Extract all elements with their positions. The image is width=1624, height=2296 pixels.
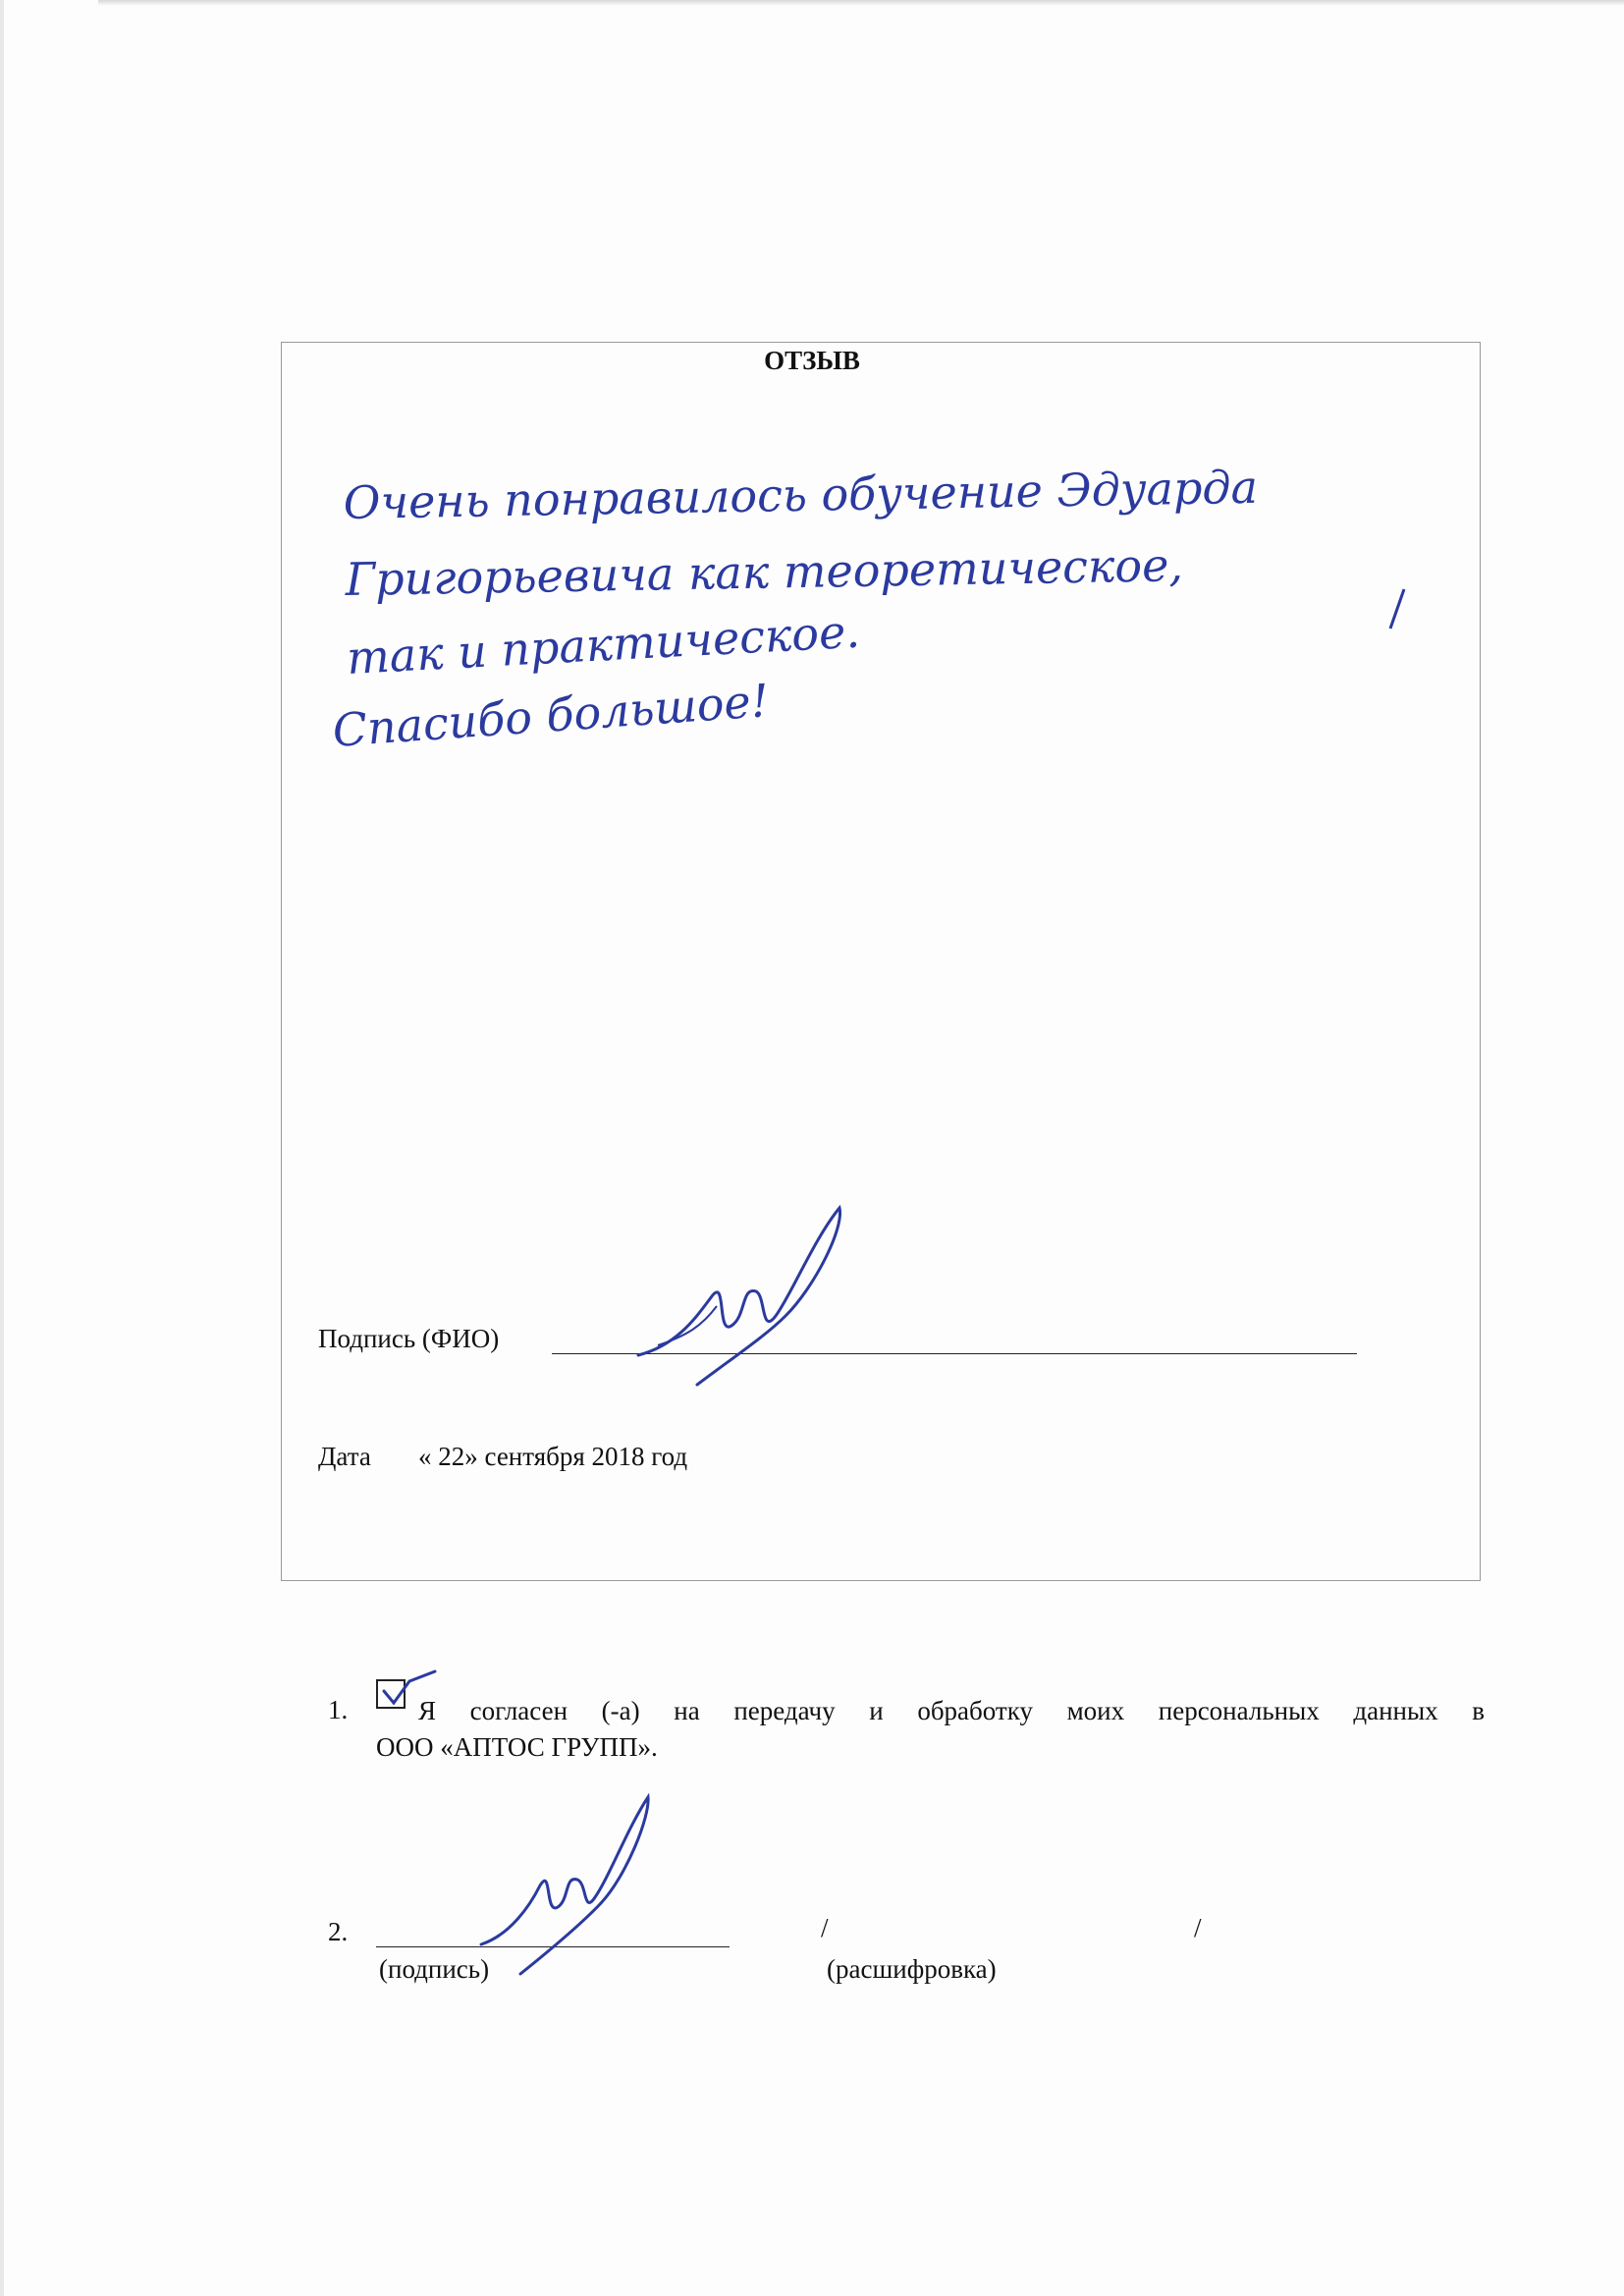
date-value: « 22» сентября 2018 год	[418, 1442, 688, 1471]
review-title: ОТЗЫВ	[764, 346, 860, 375]
consent-company: ООО «АПТОС ГРУПП».	[376, 1732, 658, 1762]
handwritten-line: так и практическое.	[345, 604, 862, 684]
signoff-slash-left: /	[821, 1913, 829, 1942]
consent-text: Я согласен (-а) на передачу и обработку моих персональных данных в	[418, 1696, 1485, 1725]
signoff-number: 2.	[328, 1917, 349, 1946]
handwritten-line: Спасибо большое!	[331, 674, 771, 757]
caption-signature: (подпись)	[379, 1954, 490, 1984]
scan-edge-top	[98, 0, 1624, 6]
signoff-signature-image	[461, 1787, 658, 1984]
handwritten-line: Григорьевича как теоретическое,	[345, 538, 1184, 606]
date-label: Дата	[318, 1442, 371, 1471]
handwritten-line: Очень понравилось обучение Эдуарда	[343, 460, 1259, 529]
caption-decode: (расшифровка)	[827, 1954, 997, 1984]
signoff-slash-right: /	[1194, 1913, 1202, 1942]
signature-image	[619, 1198, 854, 1394]
handwritten-review-text	[314, 452, 1453, 795]
consent-number: 1.	[328, 1695, 349, 1724]
scan-edge-left	[0, 0, 4, 2296]
signature-label: Подпись (ФИО)	[318, 1324, 500, 1353]
